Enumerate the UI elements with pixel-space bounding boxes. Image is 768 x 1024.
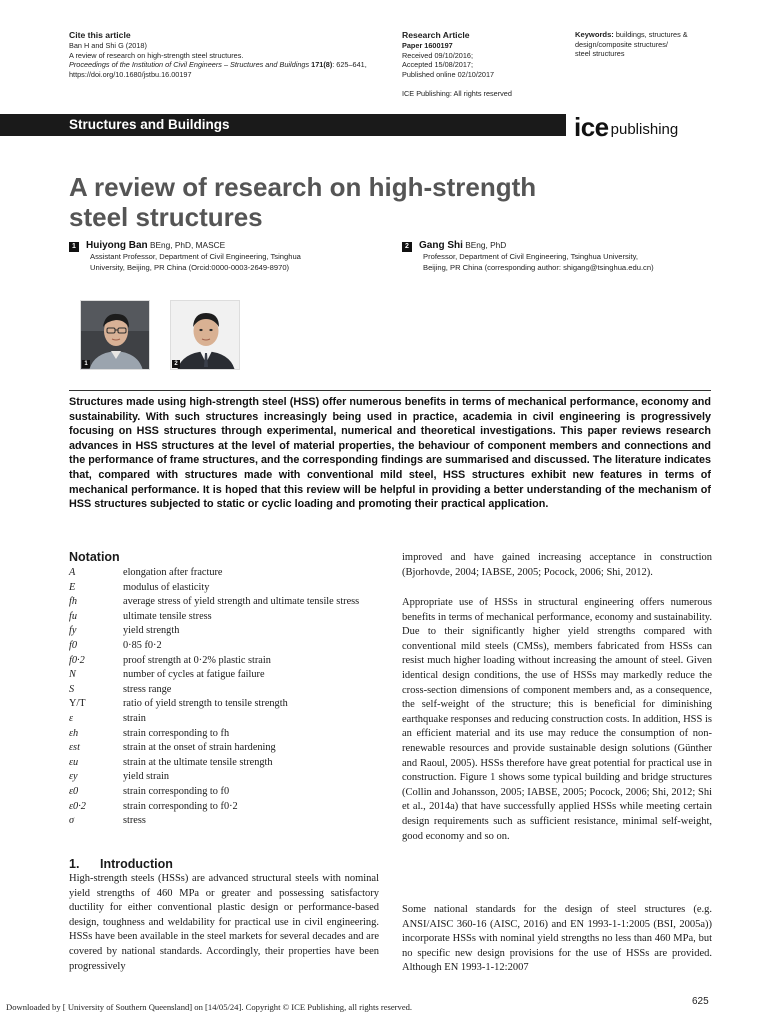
author-name-1: Huiyong Ban <box>86 240 148 251</box>
notation-symbol: A <box>69 567 76 578</box>
logo-publishing: publishing <box>610 121 679 138</box>
keywords-text-3: steel structures <box>575 49 625 59</box>
notation-definition: 0·85 f0·2 <box>123 639 162 651</box>
introduction-heading <box>69 857 173 872</box>
paper-title <box>69 172 629 232</box>
author-name-2: Gang Shi <box>419 240 463 251</box>
notation-symbol: εy <box>69 771 78 783</box>
keywords-text-2: design/composite structures/ <box>575 39 668 49</box>
section-number: 1. <box>69 857 80 871</box>
notation-definition: ratio of yield strength to tensile strength <box>123 698 288 710</box>
notation-symbol: fh <box>69 596 78 608</box>
cite-doi-link[interactable]: https://doi.org/10.1680/jstbu.16.00197 <box>69 70 192 80</box>
photo-label-1: 1 <box>82 360 90 368</box>
notation-definition: proof strength at 0·2% plastic strain <box>123 654 271 666</box>
article-type: Research Article <box>402 30 470 40</box>
notation-row <box>69 566 379 581</box>
right-column-paragraph-3: Some national standards for the design of steel structures (e.g. ANSI/AISC 360-16 (AISC, 2016) and EN 1993-1-1:2005 (BSI, 2005a)) incorporate HSSs with nominal yield strengths no less than 460 MPa, but no specific new design provisions for the use of HSSs are provided. Although EN 1993-1-12:2007 <box>402 904 712 974</box>
notation-row <box>69 668 379 683</box>
notation-definition: strain corresponding to f0·2 <box>123 800 238 812</box>
notation-row <box>69 800 379 815</box>
notation-row <box>69 595 379 610</box>
author-affiliation-2b: Beijing, PR China (corresponding author: shigang@tsinghua.edu.cn) <box>423 262 654 272</box>
keywords-block <box>575 30 725 59</box>
author-2 <box>402 240 722 273</box>
author-photo-1 <box>80 300 150 370</box>
notation-definition: strain corresponding to f0 <box>123 785 230 797</box>
notation-symbol: Y/T <box>69 698 86 710</box>
logo-ice: ice <box>574 112 609 142</box>
cite-journal: Proceedings of the Institution of Civil Engineers – Structures and Buildings <box>69 60 310 70</box>
author-photo-2 <box>170 300 240 370</box>
notation-symbol: S <box>69 683 75 695</box>
cite-heading: Cite this article <box>69 30 131 40</box>
accepted-date: Accepted 15/08/2017; <box>402 60 473 70</box>
notation-row <box>69 712 379 727</box>
notation-row <box>69 610 379 625</box>
notation-list <box>69 566 379 829</box>
received-date: Received 09/10/2016; <box>402 50 473 60</box>
notation-heading: Notation <box>69 550 120 564</box>
notation-row <box>69 756 379 771</box>
portrait-1-illustration <box>81 301 150 370</box>
notation-symbol: E <box>69 581 76 593</box>
notation-row <box>69 683 379 698</box>
cite-pages: : 625–641, <box>332 60 367 70</box>
cite-title: A review of research on high-strength steel structures. <box>69 50 244 60</box>
notation-definition: ultimate tensile stress <box>123 610 212 622</box>
notation-row <box>69 581 379 596</box>
notation-definition: stress range <box>123 683 172 695</box>
published-date: Published online 02/10/2017 <box>402 70 495 80</box>
author-affiliation-1b: University, Beijing, PR China (Orcid:0000-0003-2649-8970) <box>90 262 290 272</box>
notation-symbol: N <box>69 669 76 681</box>
author-1 <box>69 240 389 273</box>
notation-symbol: σ <box>69 815 75 827</box>
right-column-paragraph-2: Appropriate use of HSSs in structural engineering offers numerous benefits in terms of mechanical performance, economy and sustainability. Due to their significantly higher yield strengths compared with conventional mild steels (CMSs), members fabricated from HSSs can resist much higher loading without increasing the amount of steel. Given identical design conditions, the use of HSSs may markedly reduce the cross-section dimensions of component members and, as a consequence, the self-weight of the structure; this is beneficial for diminishing earthquake responses and reducing construction costs. In addition, HSS is an efficient material and its use may reduce the consumption of non-renewable resources and provide sustainable design solutions (Günther and Raoul, 2005). HSSs therefore have great potential for practical use in construction. Figure 1 shows some typical building and bridge structures (Collin and Johansson, 2005; IABSE, 2005; Pocock, 2006; Shi, 2012; Shi et al., 2014a) that have successfully applied HSSs while meeting certain design requirements such as sufficient resistance, minimal self-weight, good economy and so on. <box>402 597 712 842</box>
notation-symbol: εst <box>69 742 80 754</box>
author-number-2: 2 <box>402 242 412 252</box>
author-degrees-1: BEng, PhD, MASCE <box>147 240 226 250</box>
notation-symbol: ε0 <box>69 785 79 797</box>
notation-definition: strain at the onset of strain hardening <box>123 742 276 754</box>
research-block <box>402 30 567 99</box>
keywords-label: Keywords: <box>575 30 614 39</box>
portrait-2-illustration <box>171 301 240 370</box>
title-line-2: steel structures <box>69 202 263 232</box>
publisher-logo <box>574 112 679 142</box>
notation-definition: number of cycles at fatigue failure <box>123 669 265 681</box>
notation-definition: strain at the ultimate tensile strength <box>123 756 273 768</box>
right-column-paragraph-1: improved and have gained increasing acceptance in construction (Bjorhovde, 2004; IABSE, 2005; Pocock, 2006; Shi, 2012). <box>402 552 712 578</box>
section-title: Introduction <box>100 857 173 871</box>
notation-symbol: fu <box>69 610 78 622</box>
notation-symbol: εu <box>69 756 79 768</box>
notation-definition: stress <box>123 815 146 827</box>
keywords-text-1: buildings, structures & <box>613 30 688 39</box>
paper-number: Paper 1600197 <box>402 41 453 50</box>
notation-row <box>69 697 379 712</box>
notation-symbol: εh <box>69 727 79 739</box>
notation-row <box>69 814 379 829</box>
notation-row <box>69 639 379 654</box>
abstract: Structures made using high-strength steel (HSS) offer numerous benefits in terms of mechanical performance, economy and sustainability. With such structures increasingly being used in practice, academia in civil engineering is progressively focusing on HSS structures through experimental, numerical and theoretical investigations. This paper reviews research advances in HSS structures at the level of material properties, the behaviour of component members and connections and the performance of frame structures, and the corresponding findings are summarised and discussed. The literature indicates that, compared with structures made with conventional mild steel, HSS structures exhibit new features in terms of mechanical performance. It is hoped that this review will be helpful in providing a better understanding of the mechanism of HSS structures subjected to static or cyclic loading and promoting their practical application. <box>69 396 711 511</box>
title-line-1: A review of research on high-strength <box>69 172 537 202</box>
page-number: 625 <box>692 996 709 1007</box>
introduction-paragraph-1: High-strength steels (HSSs) are advanced structural steels with nominal yield strengths of 460 MPa or greater and possessing satisfactory ductility for either conventional plastic design or performance-based design, toughness and weldability for practical use in civil engineering. HSSs have been available in the steel markets for several decades and are covered by national standards. Accordingly, their properties have been progressively <box>69 873 379 972</box>
cite-volume: 171(8) <box>311 60 333 70</box>
notation-definition: strain <box>123 712 146 724</box>
cite-authors: Ban H and Shi G (2018) <box>69 41 147 50</box>
notation-definition: modulus of elasticity <box>123 581 210 593</box>
notation-definition: elongation after fracture <box>123 567 223 578</box>
photo-label-2: 2 <box>172 360 180 368</box>
notation-symbol: fy <box>69 625 77 637</box>
notation-symbol: f0·2 <box>69 654 85 666</box>
rights-statement: ICE Publishing: All rights reserved <box>402 88 512 98</box>
notation-row <box>69 624 379 639</box>
notation-row <box>69 741 379 756</box>
notation-definition: average stress of yield strength and ultimate tensile stress <box>123 596 360 608</box>
author-number-1: 1 <box>69 242 79 252</box>
cite-block <box>69 30 389 80</box>
notation-symbol: ε0·2 <box>69 800 86 812</box>
notation-symbol: ε <box>69 712 74 724</box>
notation-row <box>69 785 379 800</box>
abstract-divider <box>69 390 711 391</box>
notation-definition: strain corresponding to fh <box>123 727 230 739</box>
notation-definition: yield strength <box>123 625 180 637</box>
notation-symbol: f0 <box>69 639 78 651</box>
author-affiliation-1a: Assistant Professor, Department of Civil Engineering, Tsinghua <box>90 252 301 261</box>
author-affiliation-2a: Professor, Department of Civil Engineering, Tsinghua University, <box>423 252 638 261</box>
notation-row <box>69 727 379 742</box>
notation-row <box>69 654 379 669</box>
download-notice: Downloaded by [ University of Southern Queensland] on [14/05/24]. Copyright © ICE Publishing, all rights reserved. <box>6 1002 413 1012</box>
notation-definition: yield strain <box>123 771 170 783</box>
author-degrees-2: BEng, PhD <box>462 240 507 250</box>
journal-name: Structures and Buildings <box>69 117 230 132</box>
notation-row <box>69 770 379 785</box>
